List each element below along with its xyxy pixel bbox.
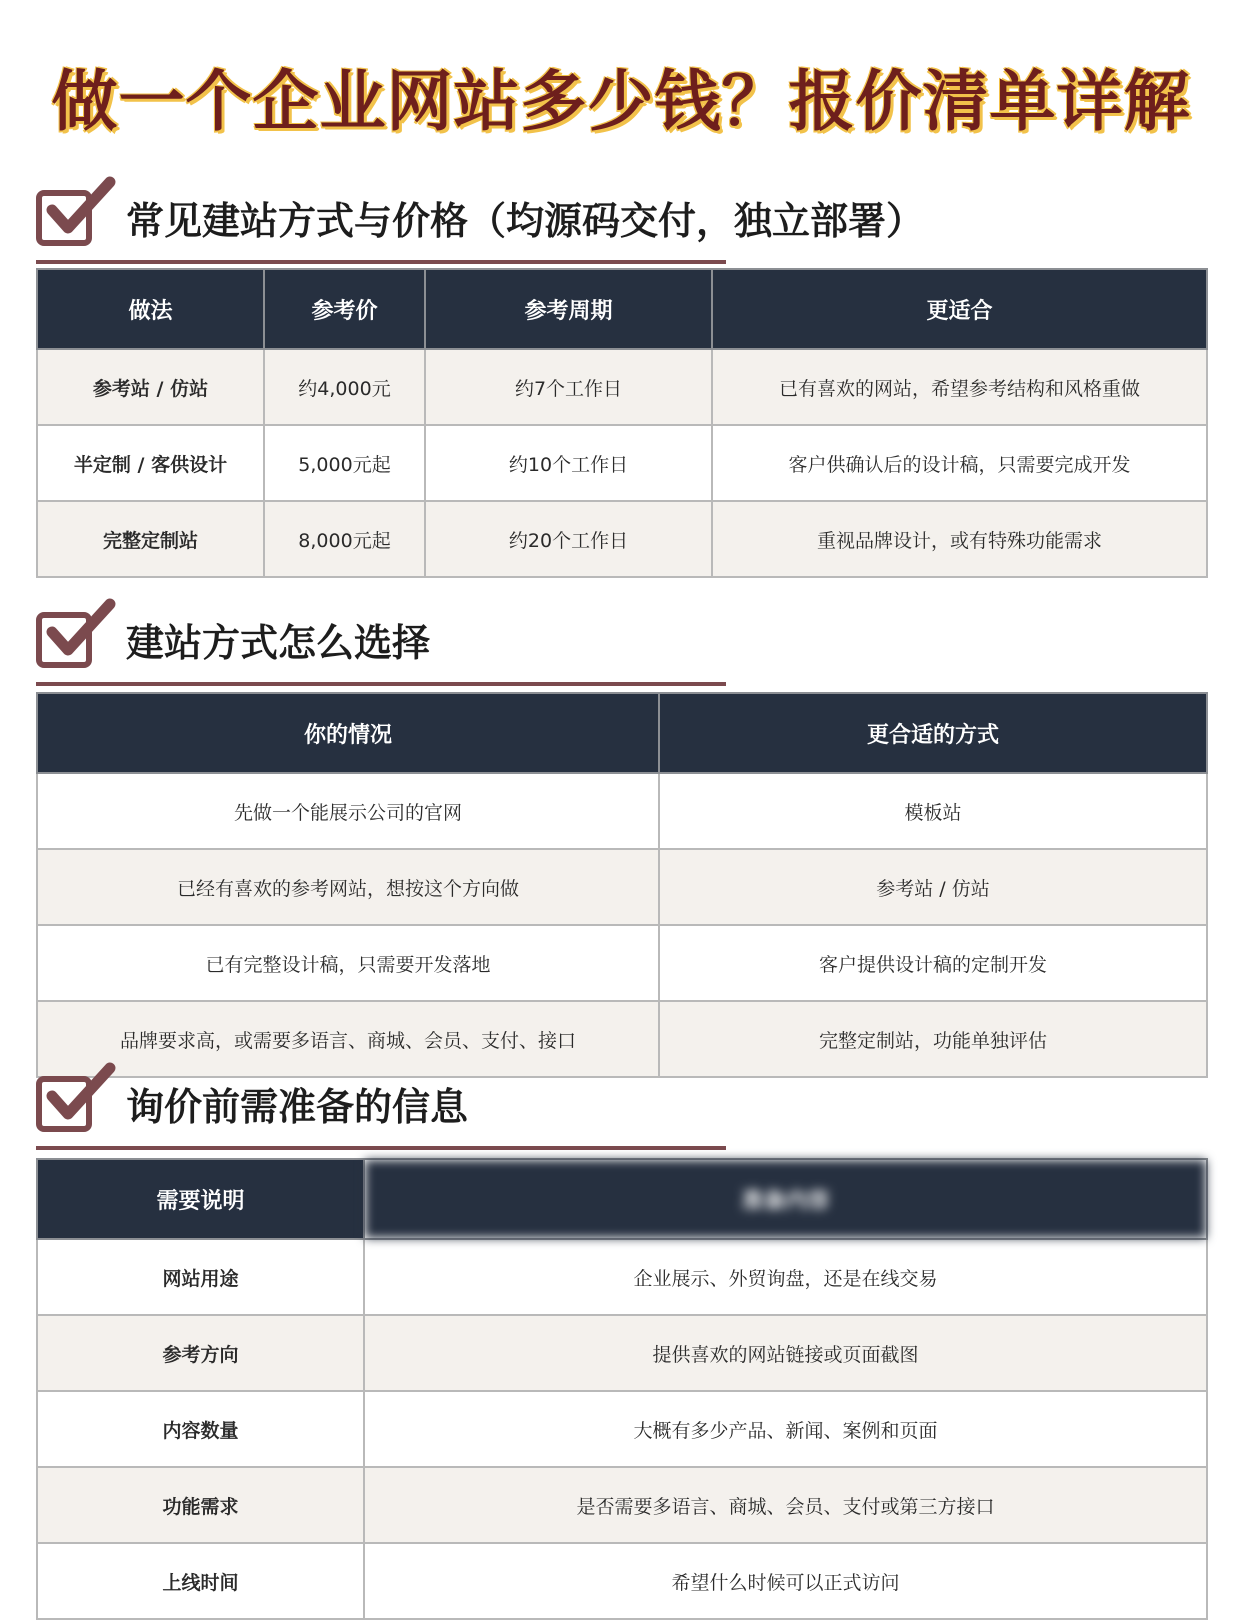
table-cell: 参考站 / 仿站 [37,349,264,425]
table-cell: 已经有喜欢的参考网站，想按这个方向做 [37,849,659,925]
table-cell: 客户供确认后的设计稿，只需要完成开发 [712,425,1207,501]
table-header-row [37,269,1207,349]
table-cell: 希望什么时候可以正式访问 [364,1543,1207,1619]
table-row [37,1467,1207,1543]
section-header-pricing [36,182,925,262]
table-cell: 完整定制站 [37,501,264,577]
table-row [37,425,1207,501]
section-header-choose [36,604,726,684]
check-mark-icon [40,598,116,668]
table-row [37,1239,1207,1315]
table-row [37,849,1207,925]
table-row [37,925,1207,1001]
inquiry-table [36,1158,1208,1620]
table-cell: 约20个工作日 [425,501,712,577]
table-header: 需要说明 [37,1159,364,1239]
table-header: 准备内容 [364,1159,1207,1239]
table-header-row [37,1159,1207,1239]
table-row [37,1391,1207,1467]
table-cell: 上线时间 [37,1543,364,1619]
table-cell: 参考站 / 仿站 [659,849,1207,925]
table-row [37,773,1207,849]
table-cell: 已有喜欢的网站，希望参考结构和风格重做 [712,349,1207,425]
section-underline [36,260,726,264]
table-cell: 网站用途 [37,1239,364,1315]
table-header: 参考周期 [425,269,712,349]
table-cell: 先做一个能展示公司的官网 [37,773,659,849]
table-cell: 功能需求 [37,1467,364,1543]
table-cell: 半定制 / 客供设计 [37,425,264,501]
table-cell: 约7个工作日 [425,349,712,425]
table-header: 做法 [37,269,264,349]
section-title: 询价前需准备的信息 [126,1085,469,1129]
table-row [37,1001,1207,1077]
section-title: 建站方式怎么选择 [126,621,431,665]
table-cell: 重视品牌设计，或有特殊功能需求 [712,501,1207,577]
table-cell: 大概有多少产品、新闻、案例和页面 [364,1391,1207,1467]
table-cell: 是否需要多语言、商城、会员、支付或第三方接口 [364,1467,1207,1543]
table-cell: 内容数量 [37,1391,364,1467]
section-title: 常见建站方式与价格（均源码交付，独立部署） [126,199,925,243]
table-cell: 品牌要求高，或需要多语言、商城、会员、支付、接口 [37,1001,659,1077]
table-header: 参考价 [264,269,425,349]
check-mark-icon [40,1062,116,1132]
table-header: 你的情况 [37,693,659,773]
table-cell: 模板站 [659,773,1207,849]
table-cell: 已有完整设计稿，只需要开发落地 [37,925,659,1001]
table-header: 更合适的方式 [659,693,1207,773]
table-row [37,349,1207,425]
pricing-table [36,268,1208,578]
table-row [37,1315,1207,1391]
table-cell: 约4,000元 [264,349,425,425]
table-cell: 5,000元起 [264,425,425,501]
table-cell: 企业展示、外贸询盘，还是在线交易 [364,1239,1207,1315]
table-header-row [37,693,1207,773]
table-row [37,501,1207,577]
table-header: 更适合 [712,269,1207,349]
table-cell: 参考方向 [37,1315,364,1391]
table-cell: 约10个工作日 [425,425,712,501]
check-mark-icon [40,176,116,246]
section-underline [36,682,726,686]
section-header-inquiry [36,1068,726,1148]
section-underline [36,1146,726,1150]
table-cell: 提供喜欢的网站链接或页面截图 [364,1315,1207,1391]
page-title: 做一个企业网站多少钱？报价清单详解 [51,63,1191,140]
table-cell: 客户提供设计稿的定制开发 [659,925,1207,1001]
choose-table [36,692,1208,1078]
table-cell: 8,000元起 [264,501,425,577]
table-cell: 完整定制站，功能单独评估 [659,1001,1207,1077]
table-row [37,1543,1207,1619]
